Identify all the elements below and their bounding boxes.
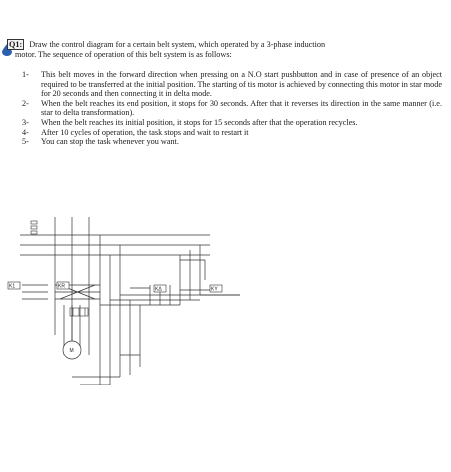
item-number: 1- bbox=[22, 70, 29, 79]
sequence-list bbox=[22, 70, 442, 147]
kdelta-label: KΔ bbox=[155, 286, 162, 293]
list-item bbox=[22, 137, 442, 147]
item-text: When the belt reaches its end position, it stops for 30 seconds. After that it reverses its direction in the same manner (i.e. star to delta transformation). bbox=[41, 98, 442, 118]
question-tag: Q1: bbox=[9, 40, 23, 49]
item-text: When the belt reaches its initial position, it stops for 15 seconds after that the operation recycles. bbox=[41, 117, 358, 127]
item-number: 2- bbox=[22, 98, 29, 108]
ky-label: KY bbox=[211, 286, 218, 293]
item-number: 4- bbox=[22, 127, 29, 137]
motor-label: M bbox=[69, 348, 74, 354]
item-text: After 10 cycles of operation, the task stops and wait to restart it bbox=[41, 127, 249, 137]
list-item bbox=[22, 99, 442, 118]
kr-label: KR bbox=[58, 283, 65, 290]
k1-label: K1 bbox=[9, 283, 16, 290]
list-item bbox=[22, 128, 442, 138]
power-circuit-diagram bbox=[0, 205, 451, 385]
item-number: 5- bbox=[22, 137, 29, 147]
item-text: You can stop the task whenever you want. bbox=[41, 137, 179, 147]
list-item bbox=[22, 118, 442, 128]
question-line-1 bbox=[7, 40, 445, 50]
item-number: 3- bbox=[22, 117, 29, 127]
list-item bbox=[22, 70, 442, 99]
question-text-1: Draw the control diagram for a certain belt system, which operated by a 3-phase induction bbox=[29, 40, 326, 49]
item-text: This belt moves in the forward direction when pressing on a N.O start pushbutton and in case of presence of an object required to be transferred at the initial position. The starting of tis motor is achieved by connecting this motor in star mode for 20 seconds and then connecting it in delta mode. bbox=[41, 70, 442, 99]
question-line-2: motor. The sequence of operation of this belt system is as follows: bbox=[15, 50, 232, 59]
